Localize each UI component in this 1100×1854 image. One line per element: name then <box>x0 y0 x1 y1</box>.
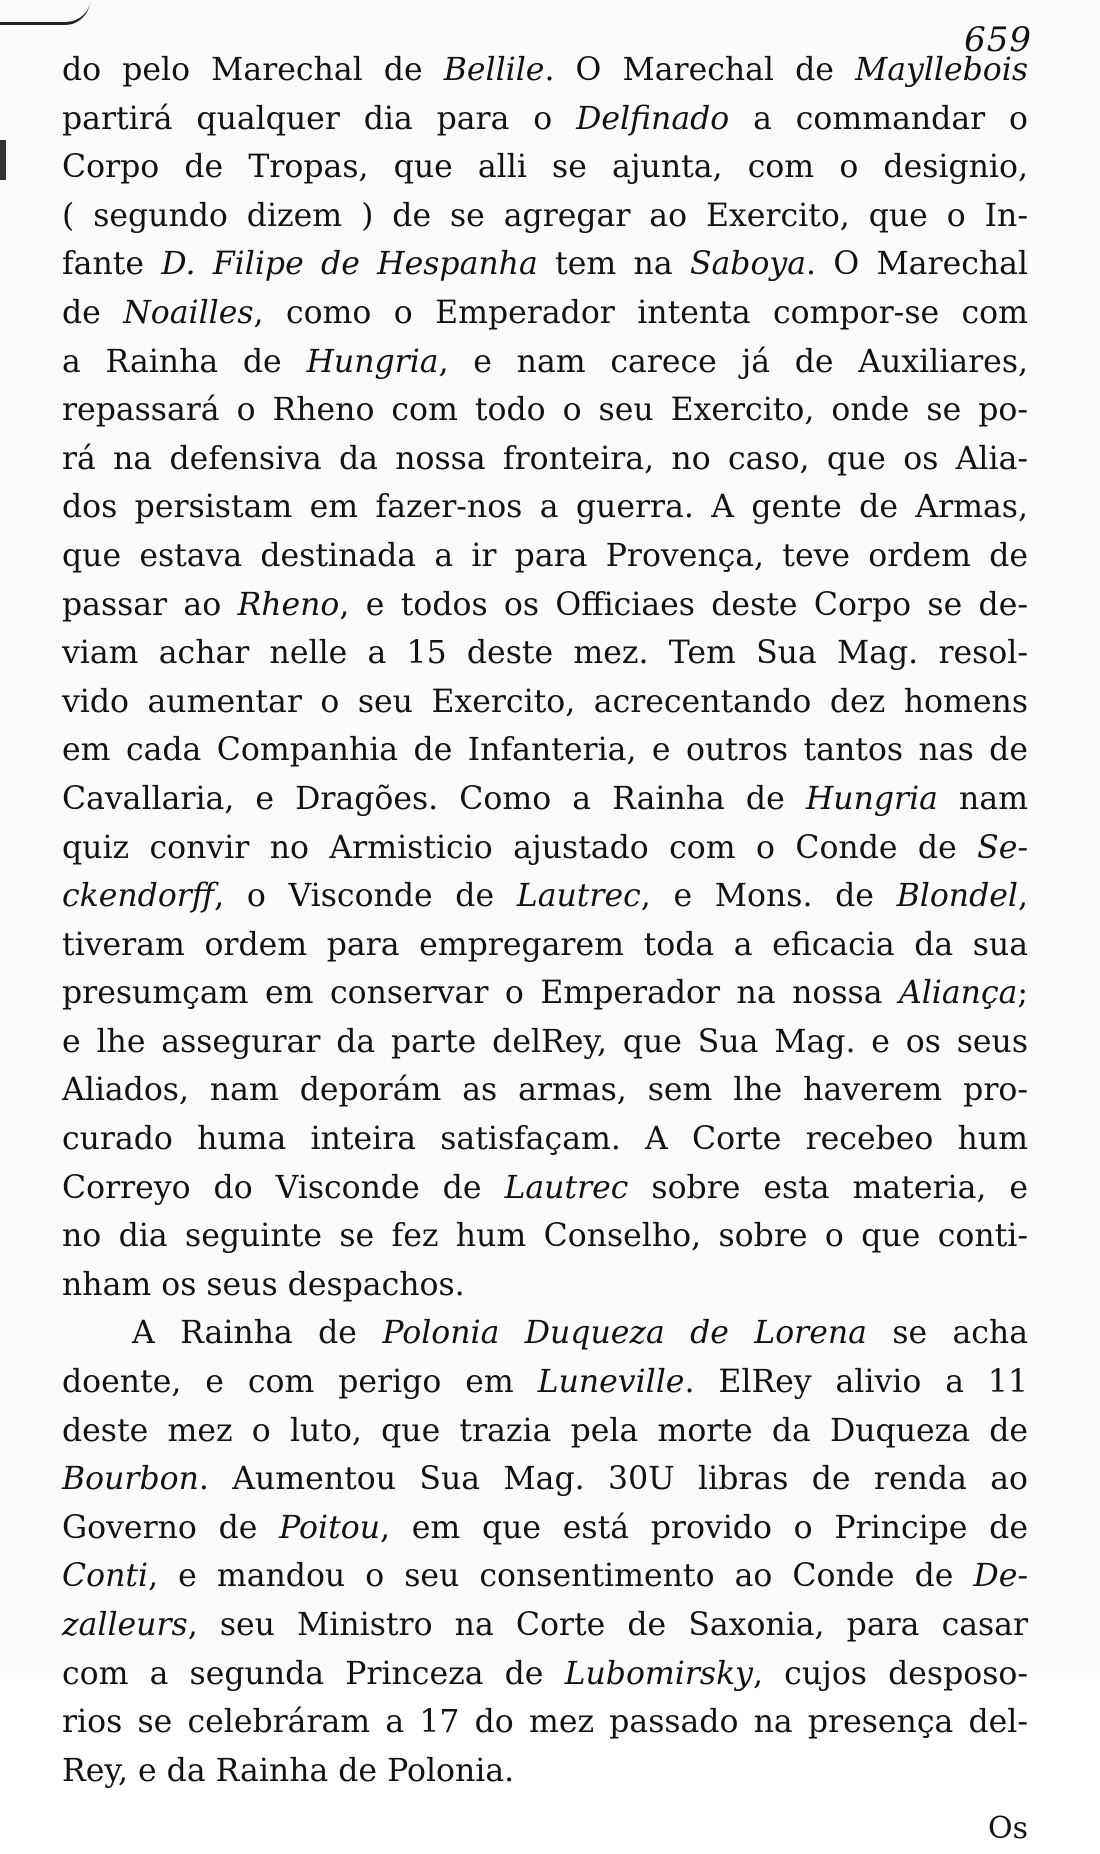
text-run: fante <box>62 246 162 283</box>
text-line <box>62 1309 1028 1358</box>
text-run: Corpo de Tropas, que alli se ajunta, com o designio, <box>62 149 1028 186</box>
text-run: , em que está provido o Principe de <box>380 1509 1028 1546</box>
text-line <box>62 969 1028 1018</box>
text-line <box>62 726 1028 775</box>
text-line <box>62 1018 1028 1067</box>
text-run: , e nam carece já de Auxiliares, <box>438 343 1028 380</box>
text-line <box>62 143 1028 192</box>
italic-text: Mayllebois <box>855 52 1028 88</box>
italic-text: Se- <box>977 829 1028 866</box>
italic-text: Hungria <box>306 343 439 380</box>
text-run: viam achar nelle a 15 deste mez. Tem Sua Mag. resol- <box>62 635 1028 672</box>
text-line <box>62 1066 1028 1115</box>
text-line <box>62 1455 1028 1504</box>
text-run: tem na <box>537 246 690 283</box>
italic-text: Bourbon <box>62 1461 199 1498</box>
text-run: , cujos desposo- <box>752 1655 1028 1692</box>
italic-text: ckendorff <box>62 878 215 915</box>
text-run: partirá qualquer dia para o <box>62 100 577 137</box>
text-run: . O Marechal de <box>544 52 855 88</box>
italic-text: Aliança <box>898 975 1018 1012</box>
text-run: curado huma inteira satisfaçam. A Corte recebeo hum <box>62 1121 1028 1158</box>
italic-text: Noailles <box>123 294 254 331</box>
text-run: . Aumentou Sua Mag. 30U libras de renda ao <box>198 1461 1028 1498</box>
italic-text: Luneville <box>537 1364 685 1401</box>
text-run: ; <box>1017 975 1028 1012</box>
text-run: rios se celebráram a 17 do mez passado na presença del- <box>62 1704 1028 1741</box>
text-run: que estava destinada a ir para Provença, teve ordem de <box>62 537 1028 574</box>
text-run: , e mandou o seu consentimento ao Conde de <box>148 1558 974 1595</box>
text-run: A Rainha de <box>132 1315 383 1352</box>
text-line <box>62 678 1028 727</box>
text-run: vido aumentar o seu Exercito, acrecentando dez homens <box>62 683 1028 720</box>
text-run: . O Marechal <box>806 246 1029 283</box>
text-run: ( segundo dizem ) de se agregar ao Exercito, que o In- <box>62 197 1028 234</box>
text-run: passar ao <box>62 586 238 623</box>
text-run: a Rainha de <box>62 343 307 380</box>
italic-text: Blondel <box>896 878 1018 915</box>
text-run: Aliados, nam deporám as armas, sem lhe haverem pro- <box>62 1072 1028 1109</box>
text-run: em cada Companhia de Infanteria, e outros tantos nas de <box>62 732 1028 769</box>
text-run: de <box>62 294 124 331</box>
text-run: nam <box>937 780 1028 817</box>
catchword <box>62 1795 1028 1854</box>
text-run: Correyo do Visconde de <box>62 1169 505 1206</box>
text-line <box>62 1650 1028 1699</box>
text-run: com a segunda Princeza de <box>62 1655 565 1692</box>
italic-text: Poitou <box>279 1509 380 1546</box>
text-line <box>62 824 1028 873</box>
italic-text: Bellile <box>443 52 545 88</box>
text-run: do pelo Marechal de <box>62 52 444 88</box>
text-run: no dia seguinte se fez hum Conselho, sobre o que conti- <box>62 1218 1028 1255</box>
text-run: se acha <box>866 1315 1028 1352</box>
text-run: presumçam em conservar o Emperador na nossa <box>62 975 899 1012</box>
article-body <box>62 46 1028 1854</box>
text-run: repassará o Rheno com todo o seu Exercito, onde se po- <box>62 392 1028 429</box>
text-run: deste mez o luto, que trazia pela morte da Duqueza de <box>62 1412 1028 1449</box>
text-line <box>62 629 1028 678</box>
text-line <box>62 46 1028 95</box>
text-run: a commandar o <box>729 100 1028 137</box>
text-line <box>62 1407 1028 1456</box>
text-line <box>62 872 1028 921</box>
text-run: doente, e com perigo em <box>62 1364 538 1401</box>
ink-smudge <box>0 0 90 25</box>
text-run: , seu Ministro na Corte de Saxonia, para casar <box>187 1607 1028 1643</box>
text-line <box>62 1115 1028 1164</box>
text-line <box>62 1504 1028 1553</box>
text-line <box>62 95 1028 144</box>
text-line <box>62 483 1028 532</box>
italic-text: De- <box>973 1558 1028 1595</box>
text-line <box>62 240 1028 289</box>
text-run: e lhe assegurar da parte delRey, que Sua Mag. e os seus <box>62 1023 1028 1060</box>
italic-text: Rheno <box>237 586 340 623</box>
text-run: Cavallaria, e Dragões. Como a Rainha de <box>62 780 806 817</box>
italic-text: Delfinado <box>576 100 730 137</box>
text-run: quiz convir no Armisticio ajustado com o Conde de <box>62 829 978 866</box>
text-line <box>62 1164 1028 1213</box>
text-line <box>62 289 1028 338</box>
italic-text: Hungria <box>805 780 938 817</box>
italic-text: Polonia Duqueza de Lorena <box>382 1315 867 1352</box>
text-run: Rey, e da Rainha de Polonia. <box>62 1752 515 1789</box>
italic-text: Lubomirsky <box>564 1655 753 1692</box>
text-run: dos persistam em fazer-nos a guerra. A gente de Armas, <box>62 489 1028 526</box>
text-run: rá na defensiva da nossa fronteira, no caso, que os Alia- <box>62 440 1028 477</box>
text-line <box>62 1747 1028 1796</box>
text-run: . ElRey alivio a 11 <box>684 1364 1028 1401</box>
text-line <box>62 1552 1028 1601</box>
text-line <box>62 1212 1028 1261</box>
text-line <box>62 435 1028 484</box>
italic-text: Conti <box>62 1558 149 1595</box>
italic-text: D. Filipe de Hespanha <box>161 246 538 283</box>
margin-mark <box>0 140 6 180</box>
text-line <box>62 1261 1028 1310</box>
italic-text: zalleurs <box>62 1607 188 1643</box>
text-run: Governo de <box>62 1509 280 1546</box>
italic-text: Lautrec <box>504 1169 629 1206</box>
page-number: 659 <box>964 20 1032 60</box>
text-line <box>62 1358 1028 1407</box>
text-run: , como o Emperador intenta compor-se com <box>253 294 1028 331</box>
italic-text: Lautrec <box>516 878 641 915</box>
text-line <box>62 775 1028 824</box>
text-run: , o Visconde de <box>214 878 517 915</box>
text-line <box>62 386 1028 435</box>
text-line <box>62 581 1028 630</box>
text-line <box>62 1698 1028 1747</box>
text-line <box>62 338 1028 387</box>
text-line <box>62 1601 1028 1650</box>
text-run: , e todos os Officiaes deste Corpo se de- <box>339 586 1028 623</box>
text-run: , <box>1017 878 1028 915</box>
text-line <box>62 921 1028 970</box>
text-run: tiveram ordem para empregarem toda a eficacia da sua <box>62 926 1028 963</box>
text-run: Os <box>988 1811 1028 1847</box>
text-run: , e Mons. de <box>640 878 897 915</box>
text-run: nham os seus despachos. <box>62 1266 465 1303</box>
text-line <box>62 192 1028 241</box>
text-line <box>62 532 1028 581</box>
italic-text: Saboya <box>689 246 807 283</box>
text-run: sobre esta materia, e <box>628 1169 1028 1206</box>
